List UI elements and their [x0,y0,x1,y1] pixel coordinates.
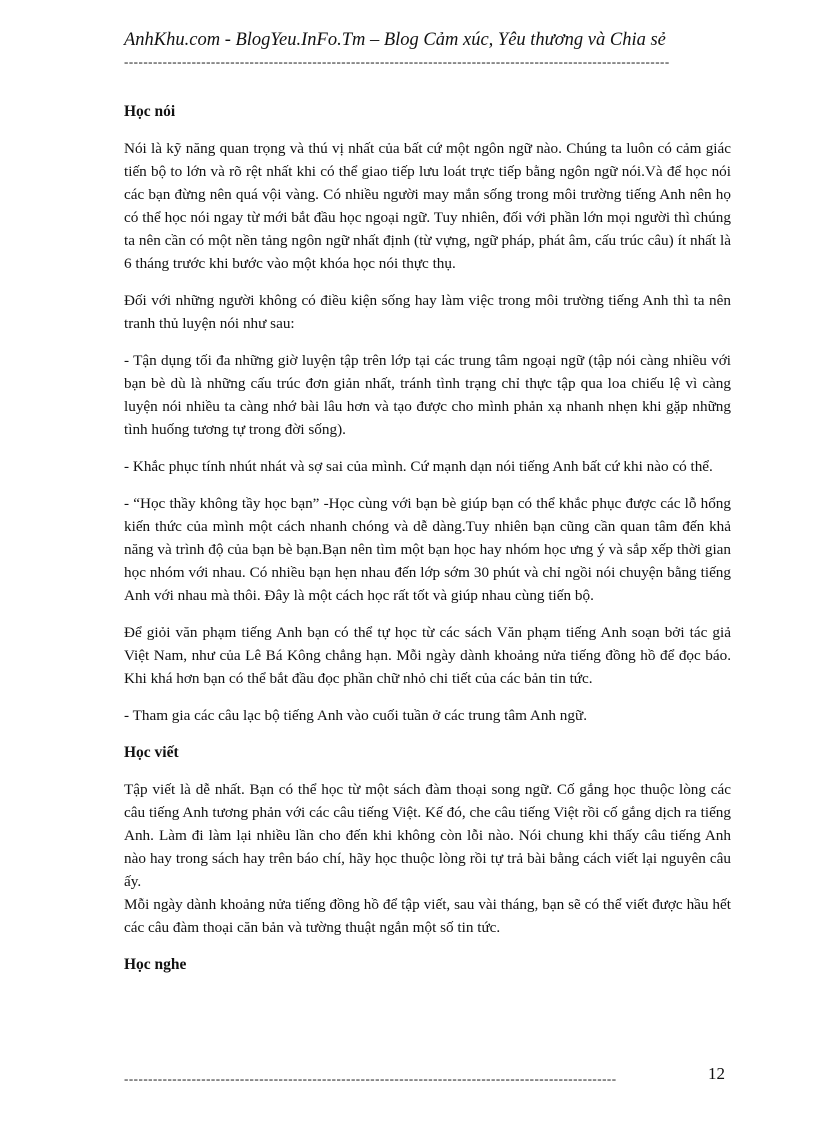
document-body [124,100,731,990]
paragraph: - Khắc phục tính nhút nhát và sợ sai của mình. Cứ mạnh dạn nói tiếng Anh bất cứ khi nào có thể. [124,458,713,475]
section-heading-writing: Học viết [124,744,179,761]
header-dashed-rule: ----------------------------------------------------------------------------------------------------------------- [124,55,670,69]
section-heading-speaking: Học nói [124,103,176,120]
paragraph: Tập viết là dễ nhất. Bạn có thể học từ một sách đàm thoại song ngữ. Cố gắng học thuộc lòng các câu tiếng Anh tương phản với các câu tiếng Việt. Kế đó, che câu tiếng Việt rồi cố gắng dịch ra tiếng Anh. Làm đi làm lại nhiều lần cho đến khi không còn lỗi nào. Nói chung khi thấy câu tiếng Anh nào hay trong sách hay trên báo chí, hãy học thuộc lòng rồi tự trả bài bằng cách viết lại nguyên câu ấy. [124,781,731,890]
paragraph: Đối với những người không có điều kiện sống hay làm việc trong môi trường tiếng Anh thì ta nên tranh thủ luyện nói như sau: [124,292,731,332]
paragraph: Để giỏi văn phạm tiếng Anh bạn có thể tự học từ các sách Văn phạm tiếng Anh soạn bởi tác giả Việt Nam, như của Lê Bá Kông chẳng hạn. Mỗi ngày dành khoảng nửa tiếng đồng hồ để đọc báo. Khi khá hơn bạn có thể bắt đầu đọc phần chữ nhỏ chi tiết của các bản tin tức. [124,624,731,687]
paragraph: Nói là kỹ năng quan trọng và thú vị nhất của bất cứ một ngôn ngữ nào. Chúng ta luôn có cảm giác tiến bộ to lớn và rõ rệt nhất khi có thể giao tiếp lưu loát trực tiếp bằng ngôn ngữ nói.Và để học nói các bạn đừng nên quá vội vàng. Có nhiều người may mắn sống trong môi trường tiếng Anh nên họ có thể học nói ngay từ mới bắt đầu học ngoại ngữ. Tuy nhiên, đối với phần lớn mọi người thì chúng ta nên cần có một nền tảng ngôn ngữ nhất định (từ vựng, ngữ pháp, phát âm, cấu trúc câu) ít nhất là 6 tháng trước khi bước vào một khóa học nói thực thụ. [124,140,731,272]
section-heading-listening: Học nghe [124,956,187,973]
page-header-title: AnhKhu.com - BlogYeu.InFo.Tm – Blog Cảm xúc, Yêu thương và Chia sẻ [124,30,666,50]
footer-dashed-rule: ------------------------------------------------------------------------------------------------------ [124,1072,617,1086]
paragraph: Mỗi ngày dành khoảng nửa tiếng đồng hồ để tập viết, sau vài tháng, bạn sẽ có thể viết được hầu hết các câu đàm thoại căn bản và tường thuật ngắn một số tin tức. [124,896,731,936]
page-number: 12 [708,1064,725,1083]
paragraph: - Tận dụng tối đa những giờ luyện tập trên lớp tại các trung tâm ngoại ngữ (tập nói càng nhiều với bạn bè dù là những cấu trúc đơn giản nhất, tránh tình trạng chỉ thực tập qua loa chiếu lệ vì càng luyện nói nhiều ta càng nhớ bài lâu hơn và tạo được cho mình phản xạ nhanh nhẹn khi gặp những tình huống tương tự trong đời sống). [124,352,731,438]
paragraph: - Tham gia các câu lạc bộ tiếng Anh vào cuối tuần ở các trung tâm Anh ngữ. [124,707,588,724]
paragraph: - “Học thầy không tầy học bạn” -Học cùng với bạn bè giúp bạn có thể khắc phục được các lỗ hổng kiến thức của mình một cách nhanh chóng và dễ dàng.Tuy nhiên bạn cũng cần quan tâm đến khả năng và trình độ của bạn bè bạn.Bạn nên tìm một bạn học hay nhóm học ưng ý và sắp xếp thời gian học nhóm với nhau. Có nhiều bạn hẹn nhau đến lớp sớm 30 phút và chỉ ngồi nói chuyện bằng tiếng Anh với nhau mà thôi. Đây là một cách học rất tốt và giúp nhau cùng tiến bộ. [124,495,731,604]
